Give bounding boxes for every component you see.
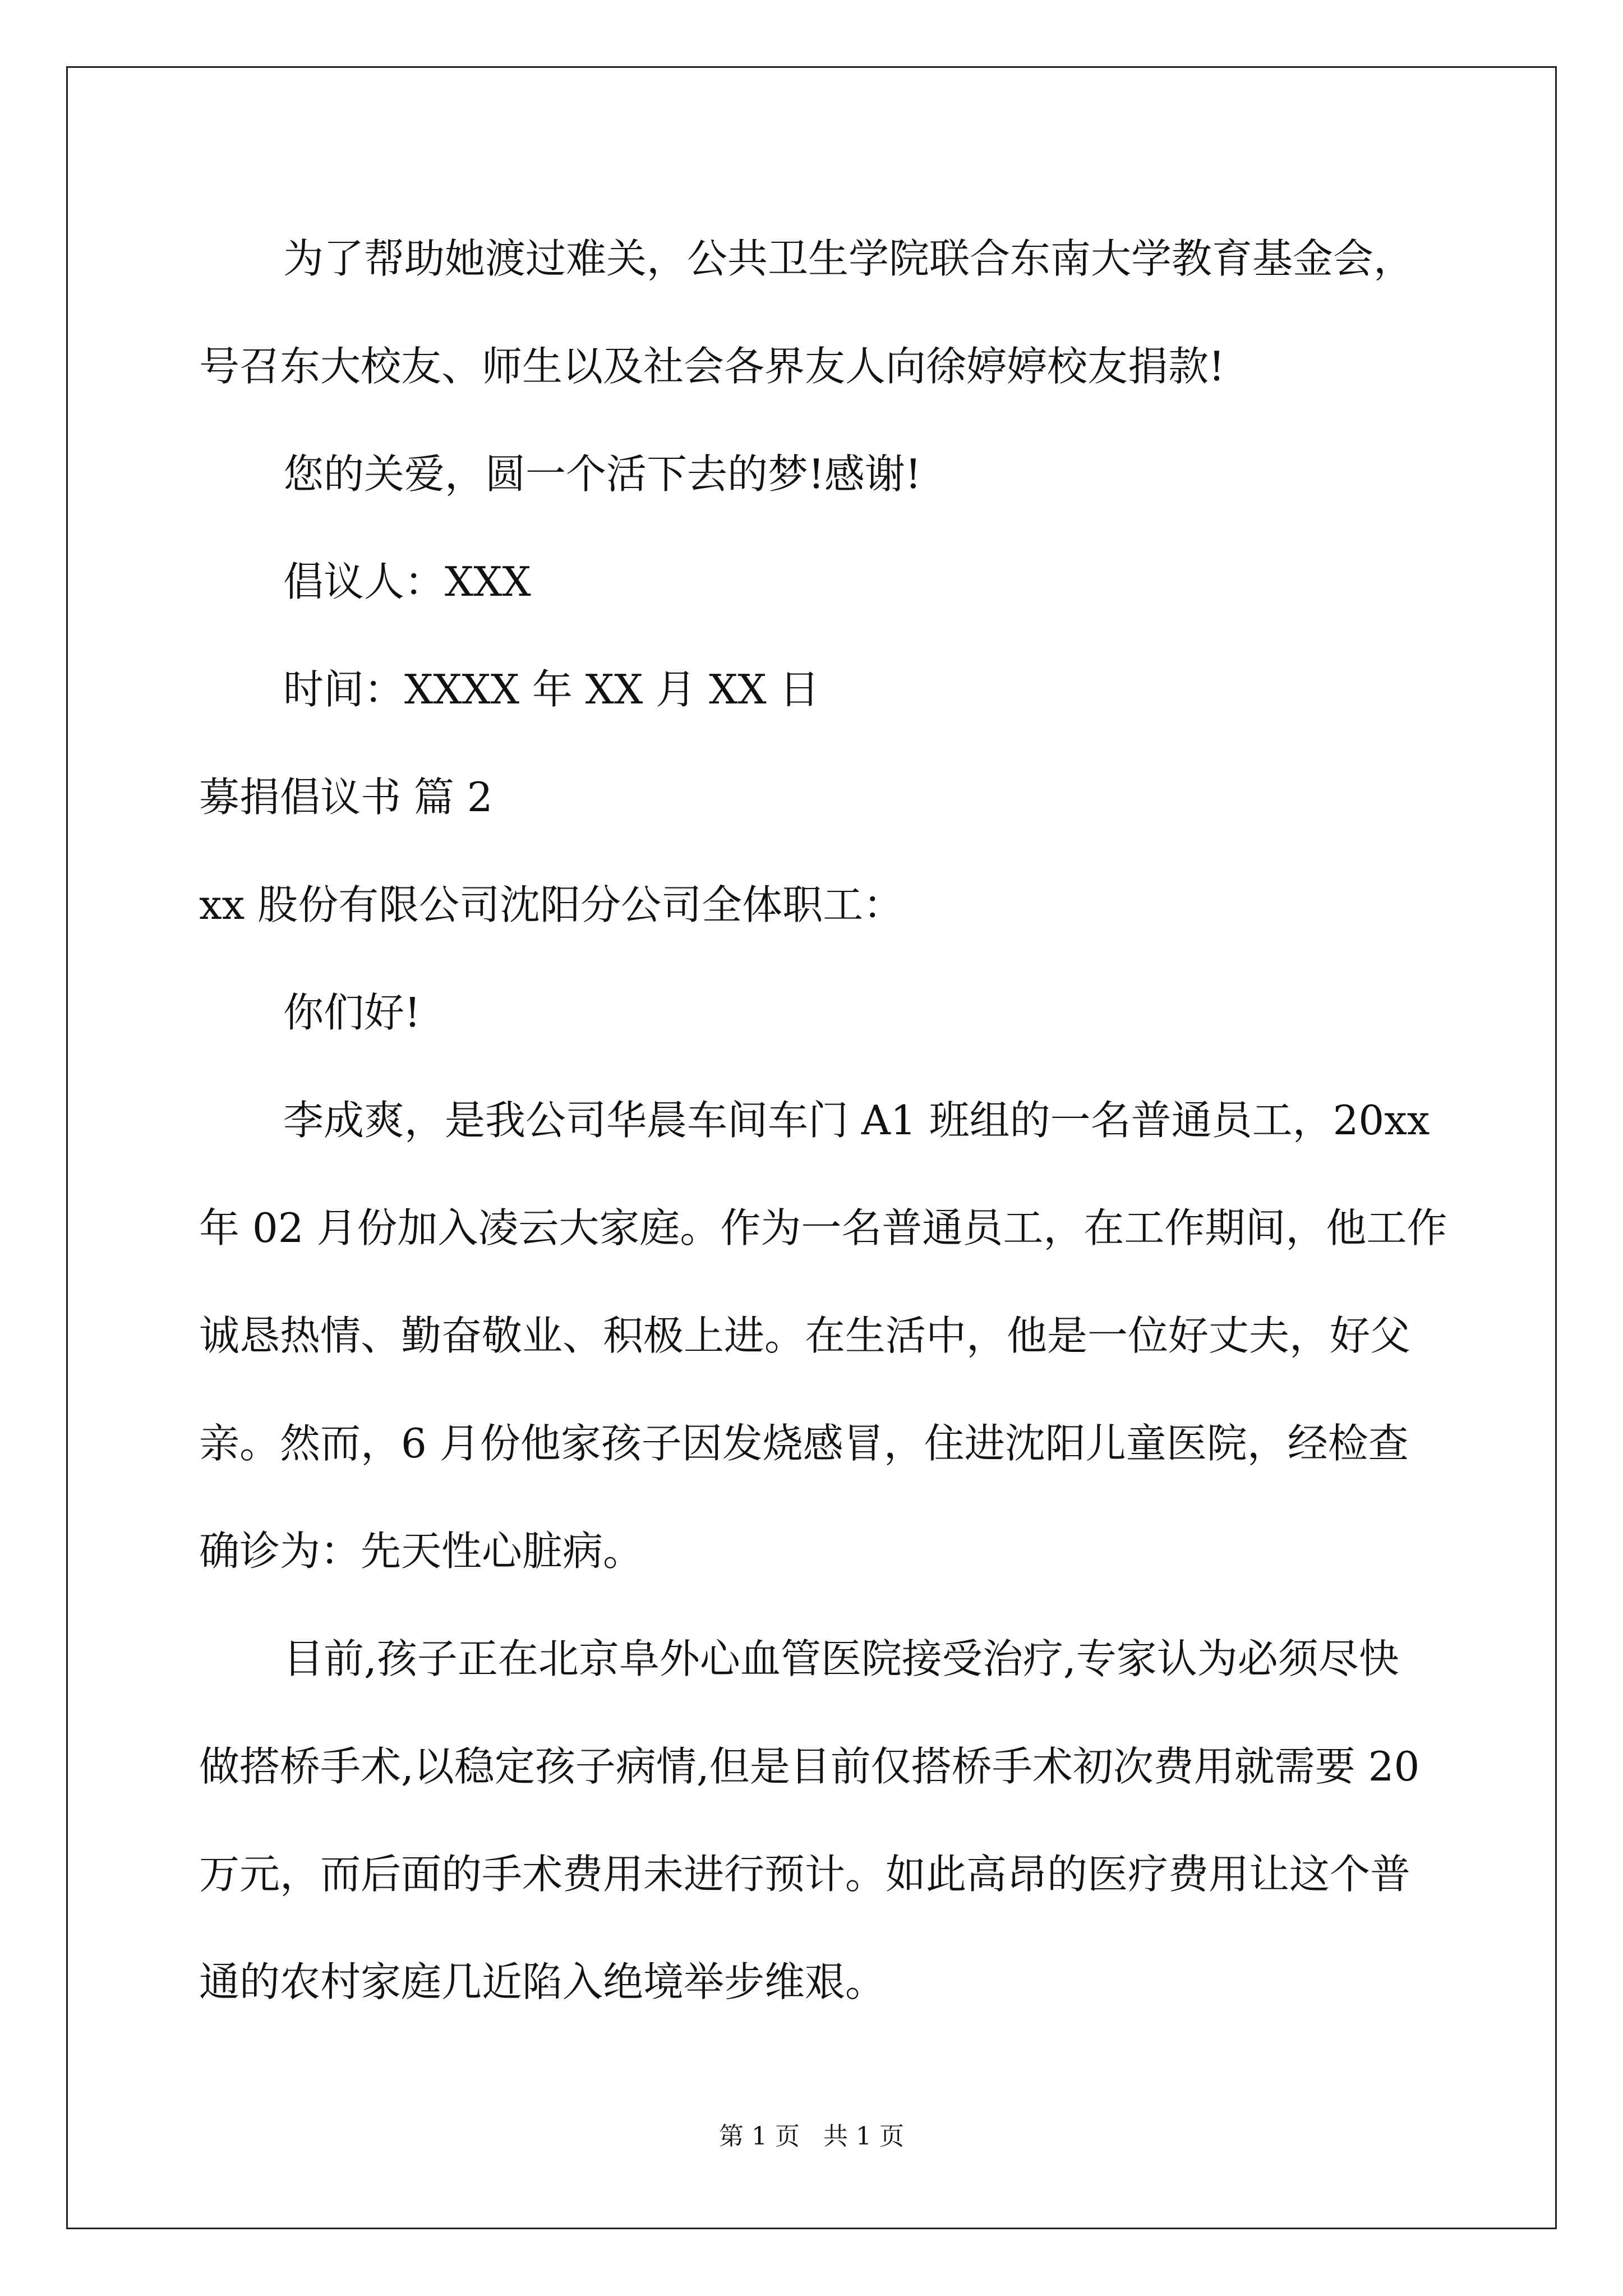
paragraph-line: 您的关爱，圆一个活下去的梦!感谢! [283, 450, 921, 498]
date-line: 时间：XXXX 年 XX 月 XX 日 [283, 666, 820, 713]
paragraph-line: 为了帮助她渡过难关，公共卫生学院联合东南大学教育基金会， [283, 235, 1414, 282]
greeting-line: 你们好! [283, 989, 421, 1036]
paragraph-line: 号召东大校友、师生以及社会各界友人向徐婷婷校友捐款! [199, 343, 1225, 390]
paragraph-line: 年 02 月份加入凌云大家庭。作为一名普通员工，在工作期间，他工作 [199, 1204, 1447, 1251]
signatory-line: 倡议人：XXX [283, 558, 531, 605]
page-footer [0, 2116, 1623, 2152]
paragraph-line: 李成爽，是我公司华晨车间车门 A1 班组的一名普通员工，20xx [283, 1097, 1430, 1144]
paragraph-line: 万元，而后面的手术费用未进行预计。如此高昂的医疗费用让这个普 [199, 1851, 1411, 1898]
document-body [199, 205, 1447, 2036]
section-heading: 募捐倡议书 篇 2 [199, 774, 493, 821]
paragraph-line: 目前,孩子正在北京阜外心血管医院接受治疗,专家认为必须尽快 [283, 1635, 1399, 1682]
paragraph-line: 诚恳热情、勤奋敬业、积极上进。在生活中，他是一位好丈夫，好父 [199, 1312, 1411, 1359]
page-number: 第 1 页 [719, 2122, 800, 2151]
salutation-line: xx 股份有限公司沈阳分公司全体职工： [199, 881, 904, 928]
paragraph-line: 亲。然而，6 月份他家孩子因发烧感冒，住进沈阳儿童医院，经检查 [199, 1420, 1409, 1467]
paragraph-line: 做搭桥手术,以稳定孩子病情,但是目前仅搭桥手术初次费用就需要 20 [199, 1743, 1420, 1790]
paragraph-line: 确诊为：先天性心脏病。 [199, 1527, 644, 1575]
page-total: 共 1 页 [823, 2122, 904, 2151]
paragraph-line: 通的农村家庭几近陷入绝境举步维艰。 [199, 1958, 886, 2005]
